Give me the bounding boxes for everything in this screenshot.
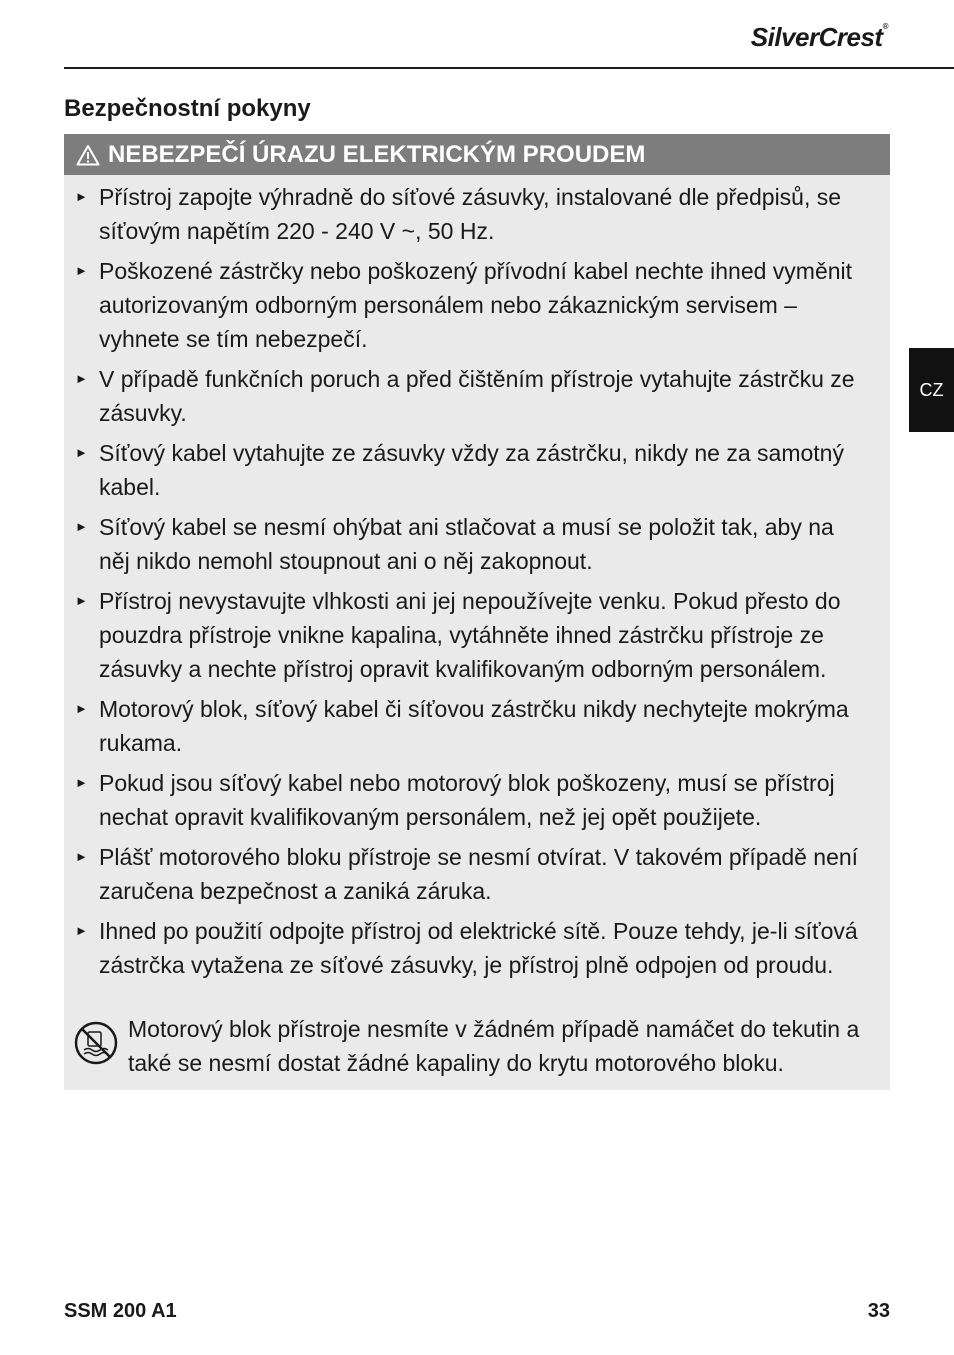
no-immersion-icon bbox=[73, 1020, 119, 1066]
list-item-text: Poškozené zástrčky nebo poškozený přívodní kabel nechte ihned vyměnit autorizovaným odborným personálem nebo zákaznickým servisem – vyhnete se tím nebezpečí. bbox=[99, 258, 853, 352]
arrow-right-icon: ► bbox=[75, 189, 88, 204]
arrow-right-icon: ► bbox=[75, 445, 88, 460]
arrow-right-icon: ► bbox=[75, 371, 88, 386]
warning-list bbox=[64, 180, 890, 988]
list-item-text: Síťový kabel se nesmí ohýbat ani stlačovat a musí se položit tak, aby na něj nikdo nemohl stoupnout ani o něj zakopnout. bbox=[99, 514, 834, 574]
list-item bbox=[64, 436, 890, 504]
brand-logo bbox=[751, 22, 888, 53]
arrow-right-icon: ► bbox=[75, 849, 88, 864]
arrow-right-icon: ► bbox=[75, 593, 88, 608]
page-number: 33 bbox=[867, 1300, 890, 1322]
list-item-text: V případě funkčních poruch a před čištěním přístroje vytahujte zástrčku ze zásuvky. bbox=[99, 366, 855, 426]
note-text: Motorový blok přístroje nesmíte v žádném případě namáčet do tekutin a také se nesmí dostat žádné kapaliny do krytu motorového bloku. bbox=[128, 1016, 860, 1076]
warning-box bbox=[64, 134, 890, 1090]
list-item-text: Pokud jsou síťový kabel nebo motorový blok poškozeny, musí se přístroj nechat opravit kvalifikovaným personálem, než jej opět použijete. bbox=[99, 770, 835, 830]
footer-model: SSM 200 A1 bbox=[64, 1300, 177, 1322]
arrow-right-icon: ► bbox=[75, 775, 88, 790]
list-item bbox=[64, 180, 890, 248]
list-item bbox=[64, 584, 890, 686]
arrow-right-icon: ► bbox=[75, 519, 88, 534]
list-item-text: Motorový blok, síťový kabel či síťovou zástrčku nikdy nechytejte mokrýma rukama. bbox=[99, 696, 849, 756]
list-item-text: Plášť motorového bloku přístroje se nesmí otvírat. V takovém případě není zaručena bezpečnost a zaniká záruka. bbox=[99, 844, 859, 904]
warning-triangle-icon bbox=[76, 144, 100, 166]
arrow-right-icon: ► bbox=[75, 923, 88, 938]
warning-title: NEBEZPEČÍ ÚRAZU ELEKTRICKÝM PROUDEM bbox=[108, 140, 646, 168]
list-item bbox=[64, 914, 890, 982]
arrow-right-icon: ► bbox=[75, 263, 88, 278]
list-item bbox=[64, 510, 890, 578]
registered-mark: ® bbox=[882, 22, 888, 31]
list-item-text: Ihned po použití odpojte přístroj od elektrické sítě. Pouze tehdy, je-li síťová zástrčka vytažena ze síťové zásuvky, je přístroj plně odpojen od proudu. bbox=[99, 918, 858, 978]
note-icon-wrap bbox=[64, 1012, 128, 1080]
list-item bbox=[64, 840, 890, 908]
list-item-text: Přístroj zapojte výhradně do síťové zásuvky, instalované dle předpisů, se síťovým napětím 220 - 240 V ~, 50 Hz. bbox=[99, 184, 842, 244]
section-title: Bezpečnostní pokyny bbox=[64, 95, 311, 122]
header-rule bbox=[64, 67, 954, 69]
arrow-right-icon: ► bbox=[75, 701, 88, 716]
list-item bbox=[64, 692, 890, 760]
list-item-text: Přístroj nevystavujte vlhkosti ani jej nepoužívejte venku. Pokud přesto do pouzdra přístroje vnikne kapalina, vytáhněte ihned zástrčku přístroje ze zásuvky a nechte přístroj opravit kvalifikovaným odborným personálem. bbox=[99, 588, 841, 682]
immersion-note bbox=[64, 1012, 890, 1080]
list-item bbox=[64, 766, 890, 834]
brand-name: SilverCrest bbox=[750, 22, 883, 52]
list-item-text: Síťový kabel vytahujte ze zásuvky vždy za zástrčku, nikdy ne za samotný kabel. bbox=[99, 440, 844, 500]
list-item bbox=[64, 362, 890, 430]
warning-header bbox=[64, 134, 890, 175]
list-item bbox=[64, 254, 890, 356]
language-tab: CZ bbox=[909, 348, 954, 432]
